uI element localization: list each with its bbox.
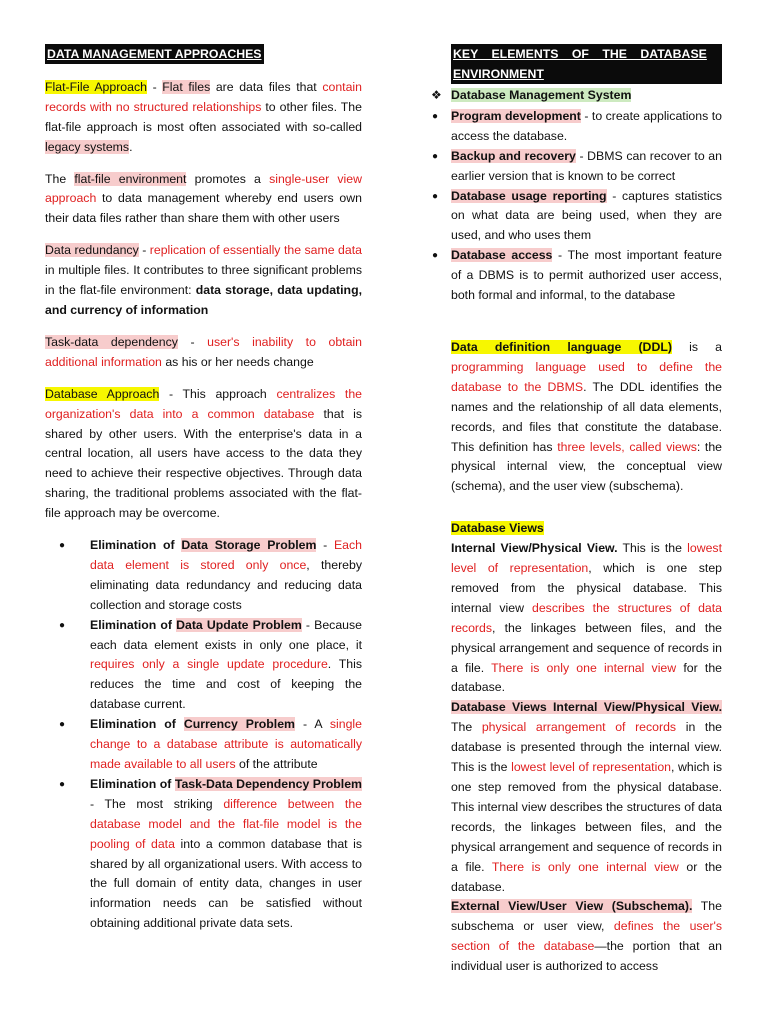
bullet-icon: ● bbox=[432, 150, 439, 162]
text: —the portion that an individual user is authorized to access bbox=[451, 939, 722, 974]
red-emphasis: user's inability to obtain additional information bbox=[45, 334, 362, 369]
text: in the database is presented through the internal view. This is the bbox=[451, 720, 722, 775]
section-title-data-management: DATA MANAGEMENT APPROACHES bbox=[45, 44, 264, 64]
bullet-icon: ● bbox=[432, 190, 439, 202]
text: of the attribute bbox=[235, 757, 318, 771]
red-emphasis: single change to a database attribute is automatically made available to all users bbox=[90, 717, 362, 771]
red-emphasis: contain records with no structured relationships bbox=[45, 79, 362, 114]
database-views-heading: Database Views bbox=[451, 521, 544, 536]
section-title-key-elements bbox=[451, 44, 722, 84]
text: - captures statistics on what data are being used, when they are used, and who uses them bbox=[451, 188, 722, 243]
element-term: Backup and recovery bbox=[451, 148, 576, 163]
text: This is the bbox=[617, 541, 688, 556]
left-column bbox=[45, 44, 362, 946]
flat-file-approach-term: Flat-File Approach bbox=[45, 79, 147, 94]
list-item bbox=[45, 715, 362, 775]
text: is a bbox=[671, 339, 722, 354]
list-item bbox=[432, 246, 722, 306]
text: - The most important feature of a DBMS is to permit authorized user access, both formal and informal, to the database bbox=[451, 248, 722, 303]
dbms-elements-list bbox=[432, 107, 722, 306]
bold-emphasis: data storage, data updating, and currency of information bbox=[45, 283, 363, 317]
bullet-icon: ● bbox=[432, 250, 439, 262]
text: - Because each data element exists in only one place, it bbox=[90, 617, 362, 652]
bullet-term: Currency Problem bbox=[183, 717, 295, 732]
element-term: Program development bbox=[451, 108, 581, 123]
red-emphasis: physical arrangement of records bbox=[481, 720, 677, 735]
text: The bbox=[451, 720, 482, 735]
text: - DBMS can recover to an earlier version that is known to be correct bbox=[451, 148, 722, 183]
text: Elimination of bbox=[90, 776, 175, 791]
text: - A bbox=[295, 717, 330, 732]
elimination-list bbox=[45, 536, 362, 934]
external-view-paragraph bbox=[451, 897, 722, 977]
text: for the database. bbox=[451, 660, 722, 695]
heading-text: KEY ELEMENTS OF THE DATABASE ENVIRONMENT bbox=[453, 47, 707, 81]
ddl-term: Data definition language (DDL) bbox=[451, 339, 672, 354]
list-item bbox=[45, 536, 362, 616]
diamond-bullet-icon: ❖ bbox=[431, 88, 442, 102]
text: Elimination of bbox=[90, 717, 184, 732]
text: Elimination of bbox=[90, 538, 182, 553]
view-term: Internal View/Physical View. bbox=[451, 541, 618, 556]
text: , the linkages between files, and the physical arrangement and sequence of records in a file. bbox=[451, 620, 722, 675]
red-emphasis: describes the structures of data records bbox=[451, 600, 723, 635]
ddl-paragraph bbox=[451, 338, 722, 497]
list-item bbox=[45, 616, 362, 716]
flat-file-environment-paragraph bbox=[45, 170, 362, 230]
red-emphasis: requires only a single update procedure bbox=[90, 657, 328, 672]
red-emphasis: single-user view approach bbox=[45, 171, 362, 206]
element-term: Database access bbox=[451, 248, 553, 263]
dbms-heading: Database Management System bbox=[451, 88, 632, 102]
list-item bbox=[432, 147, 722, 187]
text: . This reduces the time and cost of keeping the database current. bbox=[90, 657, 362, 712]
list-item bbox=[432, 187, 722, 247]
text: , which is one step removed from the physical database. This internal view describes the structures of data records, the linkages between files, and the physical arrangement and sequence of records in a file. bbox=[451, 760, 722, 874]
red-emphasis: There is only one internal view bbox=[491, 660, 677, 675]
right-column bbox=[431, 44, 723, 989]
view-term: Database Views Internal View/Physical View. bbox=[451, 700, 722, 715]
flat-file-environment-term: flat-file environment bbox=[74, 171, 187, 186]
flat-files-term: Flat files bbox=[162, 79, 211, 94]
bullet-term: Task-Data Dependency Problem bbox=[174, 776, 362, 791]
text: : the physical internal view, the conceptual view (schema), and the user view (subschema). bbox=[451, 439, 723, 494]
text: or the database. bbox=[451, 859, 722, 894]
internal-view-paragraph bbox=[451, 539, 722, 698]
red-emphasis: lowest level of representation bbox=[511, 760, 671, 775]
red-emphasis: programming language used to define the database to the DBMS bbox=[451, 359, 722, 394]
data-redundancy-paragraph bbox=[45, 241, 362, 321]
red-emphasis: defines the user's section of the database bbox=[451, 919, 723, 954]
red-emphasis: centralizes the organization's data into a common database bbox=[45, 386, 362, 421]
text: , which is one step removed from the physical database. This internal view bbox=[451, 561, 722, 615]
list-item bbox=[45, 775, 362, 934]
text: in multiple files. It contributes to three significant problems in the flat-file environment: bbox=[45, 263, 362, 298]
flat-file-paragraph bbox=[45, 78, 362, 158]
text: that is shared by other users. With the enterprise's data in a central location, all users have access to the data they need to achieve their respective objectives. Through data sharing, the traditional problems associated with the flat-file approach may be overcome. bbox=[45, 406, 362, 521]
text: into a common database that is shared by all organizational users. With access to the full domain of entity data, changes in user information needs can be satisfied without obtaining additional private data sets. bbox=[90, 836, 362, 931]
task-data-dependency-paragraph bbox=[45, 333, 362, 373]
separator: - bbox=[138, 243, 150, 258]
database-approach-paragraph bbox=[45, 385, 362, 524]
view-term: External View/User View (Subschema). bbox=[451, 899, 693, 914]
red-emphasis: Each data element is stored only once bbox=[90, 538, 362, 572]
text: The subschema or user view, bbox=[451, 899, 722, 934]
text: to data management whereby end users own their data files rather than share them with other users bbox=[45, 191, 362, 226]
text: - This approach bbox=[159, 386, 277, 401]
separator: - bbox=[146, 79, 163, 94]
text: , thereby eliminating data redundancy and reducing data collection and storage costs bbox=[90, 557, 362, 612]
text: - The most striking bbox=[90, 796, 224, 811]
text: The bbox=[45, 171, 75, 186]
list-item bbox=[432, 107, 722, 147]
bullet-term: Data Update Problem bbox=[176, 617, 302, 632]
legacy-systems-term: legacy systems bbox=[45, 139, 130, 154]
text: Elimination of bbox=[90, 617, 177, 632]
bullet-icon: ● bbox=[432, 110, 439, 122]
internal-view-repeat-paragraph bbox=[451, 698, 722, 897]
task-data-dependency-term: Task-data dependency bbox=[45, 334, 178, 349]
element-term: Database usage reporting bbox=[451, 188, 607, 203]
red-emphasis: lowest level of representation bbox=[451, 541, 722, 576]
text: as his or her needs change bbox=[161, 354, 314, 369]
separator: - bbox=[177, 334, 208, 349]
database-approach-term: Database Approach bbox=[45, 386, 160, 401]
text: to other files. The flat-file approach is most often associated with so-called bbox=[45, 99, 362, 134]
text: - to create applications to access the database. bbox=[451, 108, 722, 143]
text: promotes a bbox=[186, 171, 270, 186]
red-emphasis: There is only one internal view bbox=[491, 859, 679, 874]
text: . The DDL identifies the names and the relationship of all data elements, records, and files that constitute the database. This definition has bbox=[451, 379, 722, 454]
red-emphasis: replication of essentially the same data bbox=[149, 243, 362, 258]
text: are data files that bbox=[210, 79, 323, 94]
database-views-section bbox=[451, 519, 722, 977]
text: . bbox=[129, 139, 133, 154]
red-emphasis: three levels, called views bbox=[557, 439, 697, 454]
bullet-term: Data Storage Problem bbox=[181, 538, 317, 553]
red-emphasis: difference between the database model and the flat-file model is the pooling of data bbox=[90, 796, 363, 851]
data-redundancy-term: Data redundancy bbox=[45, 243, 139, 258]
text: - bbox=[316, 538, 334, 553]
